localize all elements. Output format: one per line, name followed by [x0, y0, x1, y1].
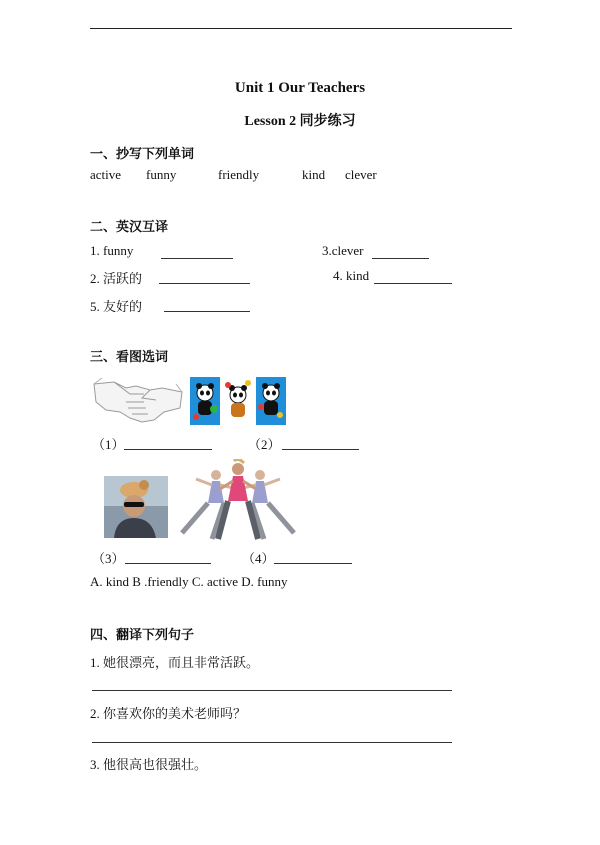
- section1-heading: 一、抄写下列单词: [90, 147, 195, 162]
- item-2-blank[interactable]: [159, 269, 250, 288]
- word-clever: clever: [345, 167, 377, 182]
- label-3: [92, 548, 125, 567]
- handshake-image: [92, 372, 184, 428]
- item-1-label: 1. funny: [90, 243, 134, 258]
- worksheet-title: Unit 1 Our Teachers: [234, 80, 366, 96]
- label-4-text: （4）: [242, 551, 275, 566]
- sentence-1: 1. 她很漂亮，而且非常活跃。: [90, 655, 260, 670]
- item-5-blank[interactable]: [164, 297, 250, 316]
- section2-heading: 二、英汉互译: [90, 220, 169, 235]
- word-active: active: [90, 167, 122, 182]
- item-2: [90, 268, 142, 287]
- header-rule: [90, 28, 512, 29]
- answer-line-1[interactable]: [92, 690, 452, 691]
- section4-heading: 四、翻译下列句子: [90, 628, 195, 643]
- boy-with-dog-image: [104, 476, 168, 538]
- item-5-label: 5. 友好的: [90, 299, 143, 314]
- pic-4-blank[interactable]: [274, 549, 352, 568]
- worksheet-subtitle: Lesson 2 同步练习: [244, 114, 356, 129]
- item-2-label: 2. 活跃的: [90, 271, 143, 286]
- item-3-blank[interactable]: [372, 244, 429, 263]
- item-3-label: 3.clever: [322, 243, 364, 258]
- item-1-blank[interactable]: [161, 244, 233, 263]
- label-1: [92, 434, 125, 453]
- item-1: [90, 243, 133, 259]
- label-4: [242, 548, 275, 567]
- pandas-image: [190, 377, 286, 425]
- sentence-2: 2. 你喜欢你的美术老师吗？: [90, 706, 247, 721]
- pic-2-blank[interactable]: [282, 435, 359, 454]
- label-2-text: （2）: [248, 437, 281, 452]
- label-3-text: （3）: [92, 551, 125, 566]
- label-2: [248, 434, 281, 453]
- item-4: [333, 268, 369, 284]
- item-5: [90, 296, 142, 315]
- dancer-image: [178, 459, 298, 543]
- item-4-blank[interactable]: [374, 269, 452, 288]
- pic-3-blank[interactable]: [125, 549, 211, 568]
- answer-options: A. kind B .friendly C. active D. funny: [90, 574, 288, 589]
- pic-1-blank[interactable]: [124, 435, 212, 454]
- section3-heading: 三、看图选词: [90, 350, 169, 365]
- sentence-3: 3. 他很高也很强壮。: [90, 757, 208, 772]
- answer-line-2[interactable]: [92, 742, 452, 743]
- word-friendly: friendly: [218, 167, 260, 182]
- item-4-label: 4. kind: [333, 268, 370, 283]
- word-kind: kind: [302, 167, 326, 182]
- word-funny: funny: [146, 167, 177, 182]
- label-1-text: （1）: [92, 437, 125, 452]
- item-3: [322, 243, 364, 259]
